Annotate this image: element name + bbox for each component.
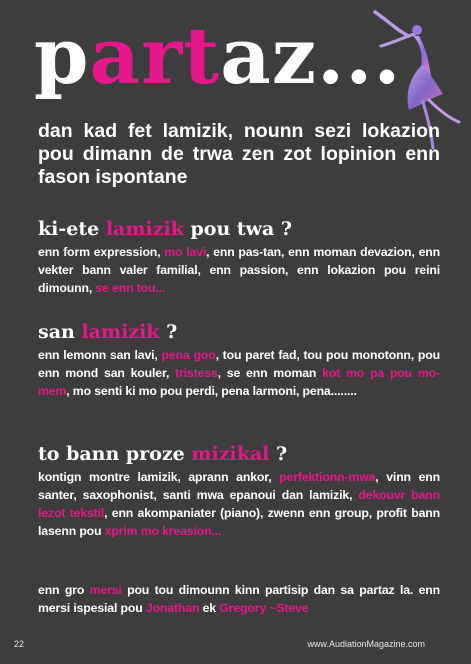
body-text: kontign montre lamizik, aprann ankor, [38,470,280,484]
body-highlight: tristess [175,366,218,380]
body-text: , enn pas-tan, enn moman devazion, enn vekter bann valer familial, enn passion, enn lokazion pou reini dimounn, [38,245,440,295]
body-text: , mo senti ki mo pou perdi, pena larmoni, pena........ [66,384,357,398]
heading-text: pou twa ? [183,218,293,240]
website-link[interactable]: www.AudiationMagazine.com [307,639,425,649]
body-text: enn lemonn san lavi, [38,348,162,362]
section-body [38,346,440,400]
heading-text: to bann proze [38,443,192,465]
section-heading [38,217,440,241]
lead-paragraph: dan kad fet lamizik, nounn sezi lokazion pou dimann de trwa zen zot lopinion enn fason ispontane [38,120,440,188]
body-highlight: Gregory ~Steve [219,601,309,615]
body-text: , se enn moman [217,366,323,380]
body-highlight: kot mo pa pou mo-mem [38,366,440,398]
body-text: , tou paret fad, tou pou monotonn, pou enn mond san kouler, [38,348,440,380]
body-highlight: mersi [89,583,122,597]
body-highlight: se enn tou... [95,281,166,295]
body-text: enn form expression, [38,245,165,259]
section-body [38,468,440,540]
heading-text: ? [159,321,178,343]
body-highlight: Jonathan [145,601,200,615]
section-heading [38,320,440,344]
heading-highlight: lamizik [105,218,184,240]
body-highlight: xprim mo kreasion... [104,524,222,538]
body-highlight: pena goo [161,348,216,362]
section-music-projects [38,442,440,540]
heading-highlight: lamizik [81,321,160,343]
section-without-music [38,320,440,400]
closing-thanks [38,581,440,617]
body-text: ek [199,601,220,615]
page-number: 22 [14,639,25,649]
section-what-is-music [38,217,440,297]
body-text: pou tou dimounn kinn partisip dan sa partaz la. enn mersi ispesial pou [38,583,440,615]
section-body [38,243,440,297]
heading-text: san [38,321,82,343]
section-heading [38,442,440,466]
heading-text: ki-ete [38,218,106,240]
body-text: , vinn enn santer, saxophonist, santi mwa epanoui dan lamizik, [38,470,441,502]
title-part-3: az... [220,11,402,102]
page-title [34,11,402,102]
body-highlight: dekouvr bann lezot tekstil [38,488,440,520]
body-text: , enn akompaniater (piano), zwenn enn group, profit bann lasenn pou [38,506,440,538]
title-part-1: p [34,11,90,102]
body-highlight: perfektionn-mwa [279,470,376,484]
title-part-2: art [89,11,221,102]
closing-body [38,581,440,617]
body-highlight: mo lavi [164,245,207,259]
body-text: enn gro [38,583,90,597]
heading-text: ? [269,443,288,465]
heading-highlight: mizikal [191,443,270,465]
